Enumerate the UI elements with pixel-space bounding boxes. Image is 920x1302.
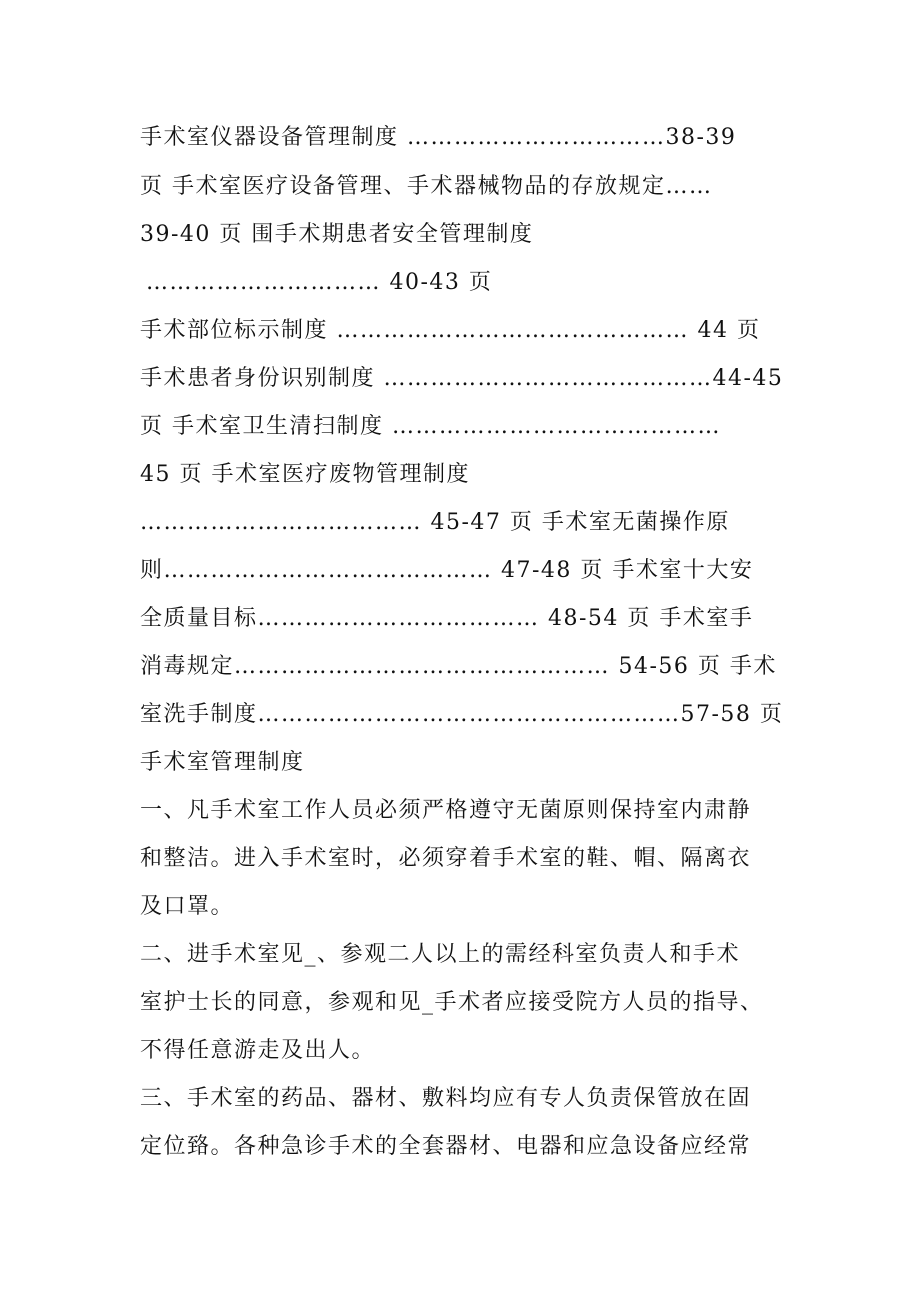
body-line: 定位臵。各种急诊手术的全套器材、电器和应急设备应经常	[140, 1134, 752, 1159]
toc-line: 39-40 页 围手术期患者安全管理制度	[140, 222, 534, 247]
section-title: 手术室管理制度	[140, 750, 305, 775]
toc-line: ……………………………… 45-47 页 手术室无菌操作原	[140, 510, 730, 535]
toc-line: 则…………………………………… 47-48 页 手术室十大安	[140, 558, 754, 583]
body-line: 及口罩。	[140, 894, 235, 919]
toc-line: 消毒规定………………………………………… 54-56 页 手术	[140, 654, 777, 679]
body-line: 和整洁。进入手术室时，必须穿着手术室的鞋、帽、隔离衣	[140, 846, 752, 871]
toc-line: ………………………… 40-43 页	[146, 270, 493, 295]
toc-line: 手术患者身份识别制度 ……………………………………44-45	[140, 366, 784, 391]
toc-line: 45 页 手术室医疗废物管理制度	[140, 462, 470, 487]
toc-line: 手术部位标示制度 ……………………………………… 44 页	[140, 318, 761, 343]
body-line: 二、进手术室见_、参观二人以上的需经科室负责人和手术	[140, 942, 741, 967]
toc-line: 页 手术室医疗设备管理、手术器械物品的存放规定……	[140, 174, 713, 199]
body-line: 室护士长的同意，参观和见_手术者应接受院方人员的指导、	[140, 990, 764, 1015]
body-line: 一、凡手术室工作人员必须严格遵守无菌原则保持室内肃静	[140, 798, 752, 823]
body-line: 三、手术室的药品、器材、敷料均应有专人负责保管放在固	[140, 1086, 752, 1111]
toc-line: 手术室仪器设备管理制度 ……………………………38-39	[140, 125, 737, 150]
toc-line: 页 手术室卫生清扫制度 ……………………………………	[140, 414, 721, 439]
toc-line: 全质量目标……………………………… 48-54 页 手术室手	[140, 606, 754, 631]
body-line: 不得任意游走及出人。	[140, 1038, 376, 1063]
toc-line: 室洗手制度………………………………………………57-58 页	[140, 702, 784, 727]
